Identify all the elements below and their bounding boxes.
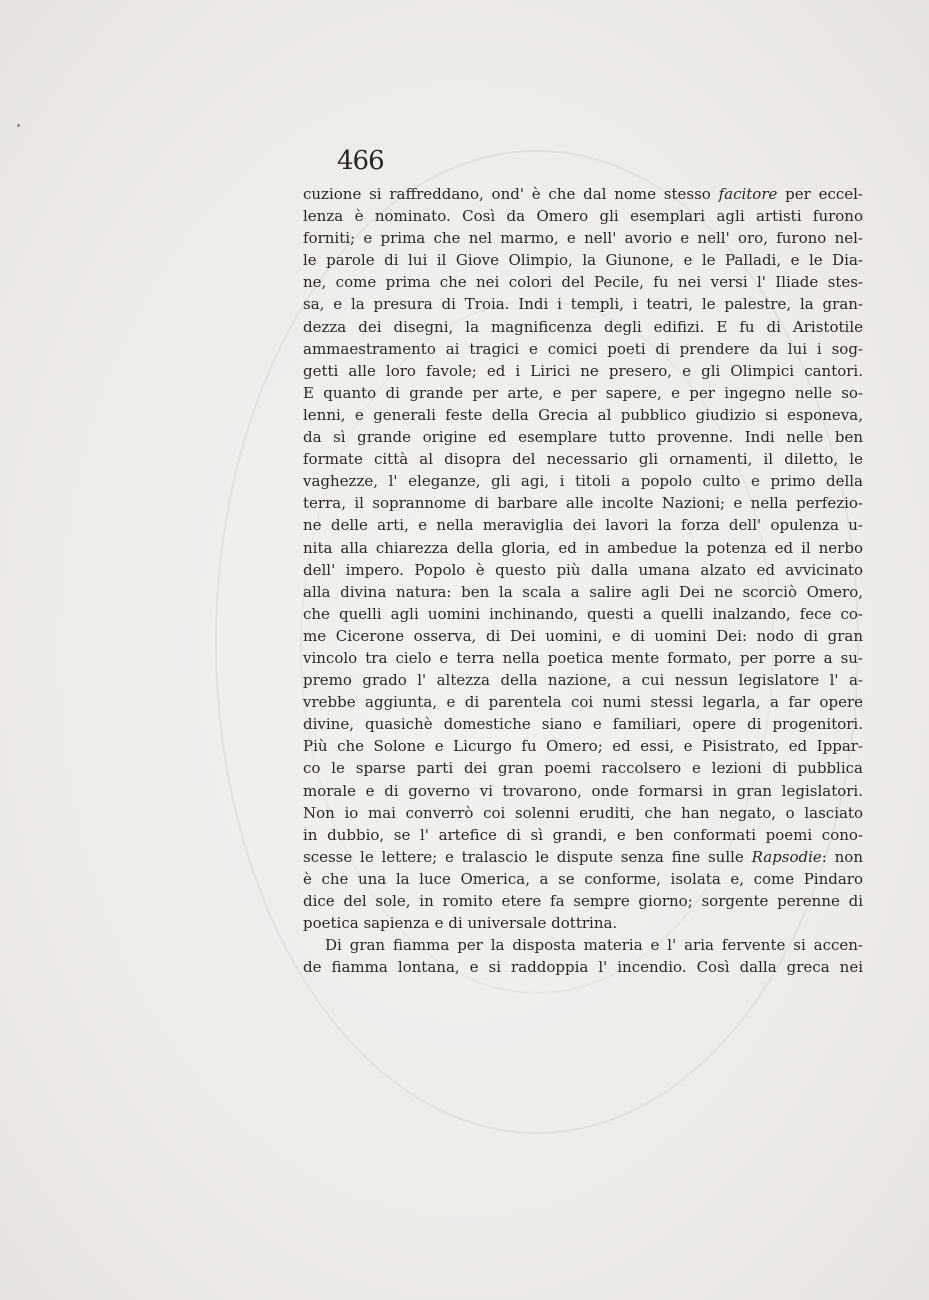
italic-word: Rapsodie bbox=[751, 847, 822, 866]
text-line: le parole di lui il Giove Olimpio, la Giunone, e le Palladi, e le Dia- bbox=[303, 251, 863, 270]
text-line: in dubbio, se l' artefice di sì grandi, e ben conformati poemi cono- bbox=[303, 825, 863, 844]
text-line: cuzione si raffreddano, ond' è che dal nome stesso facitore per eccel- bbox=[303, 185, 863, 203]
text-line: terra, il soprannome di barbare alle incolte Nazioni; e nella perfezio- bbox=[303, 494, 863, 513]
text-line: Non io mai converrò coi solenni eruditi, che han negato, o lasciato bbox=[303, 803, 863, 822]
text-line: morale e di governo vi trovarono, onde formarsi in gran legislatori. bbox=[303, 781, 863, 800]
text-line: che quelli agli uomini inchinando, questi a quelli inalzando, fece co- bbox=[303, 604, 863, 623]
text-line: nita alla chiarezza della gloria, ed in ambedue la potenza ed il nerbo bbox=[303, 538, 863, 557]
italic-word: facitore bbox=[718, 185, 778, 203]
text-line: vrebbe aggiunta, e di parentela coi numi stessi legarla, a far opere bbox=[303, 693, 863, 712]
text-line: co le sparse parti dei gran poemi raccolsero e lezioni di pubblica bbox=[303, 759, 863, 778]
text-line: lenni, e generali feste della Grecia al pubblico giudizio si esponeva, bbox=[303, 405, 863, 424]
text-line: formate città al disopra del necessario gli ornamenti, il diletto, le bbox=[303, 450, 863, 469]
text-line: alla divina natura: ben la scala a salire agli Dei ne scorciò Omero, bbox=[303, 582, 863, 601]
text-line: divine, quasichè domestiche siano e familiari, opere di progenitori. bbox=[303, 715, 863, 734]
text-line: ammaestramento ai tragici e comici poeti di prendere da lui i sog- bbox=[303, 339, 863, 358]
text-line: E quanto di grande per arte, e per sapere, e per ingegno nelle so- bbox=[303, 383, 863, 402]
text-line: ne delle arti, e nella meraviglia dei lavori la forza dell' opulenza u- bbox=[303, 516, 863, 535]
text-line: premo grado l' altezza della nazione, a cui nessun legislatore l' a- bbox=[303, 671, 863, 690]
text-line: Più che Solone e Licurgo fu Omero; ed essi, e Pisistrato, ed Ippar- bbox=[303, 737, 863, 756]
text-line: dezza dei disegni, la magnificenza degli edifizi. E fu di Aristotile bbox=[303, 317, 863, 336]
text-line: ne, come prima che nei colori del Pecile, fu nei versi l' Iliade stes- bbox=[303, 273, 863, 292]
text-line: getti alle loro favole; ed i Lirici ne presero, e gli Olimpici cantori. bbox=[303, 361, 863, 380]
text-line: de fiamma lontana, e si raddoppia l' incendio. Così dalla greca nei bbox=[303, 958, 863, 977]
paragraph-end-line: poetica sapienza e di universale dottrina. bbox=[303, 914, 618, 933]
text-line: vaghezze, l' eleganze, gli agi, i titoli a popolo culto e primo della bbox=[303, 472, 863, 491]
paragraph-start-line: Di gran fiamma per la disposta materia e l' aria fervente si accen- bbox=[325, 936, 863, 955]
text-line: forniti; e prima che nel marmo, e nell' avorio e nell' oro, furono nel- bbox=[303, 229, 863, 248]
body-text bbox=[303, 183, 863, 978]
page-number: 466 bbox=[337, 146, 384, 176]
text-line: lenza è nominato. Così da Omero gli esemplari agli artisti furono bbox=[303, 207, 863, 226]
text-line: è che una la luce Omerica, a se conforme, isolata e, come Pindaro bbox=[303, 869, 863, 888]
text-line: da sì grande origine ed esemplare tutto provenne. Indi nelle ben bbox=[303, 428, 863, 447]
text-line: dice del sole, in romito etere fa sempre giorno; sorgente perenne di bbox=[303, 892, 863, 910]
text-line: dell' impero. Popolo è questo più dalla umana alzato ed avvicinato bbox=[303, 560, 863, 579]
text-line: vincolo tra cielo e terra nella poetica mente formato, per porre a su- bbox=[303, 648, 863, 667]
text-line: sa, e la presura di Troia. Indi i templi, i teatri, le palestre, la gran- bbox=[303, 295, 863, 314]
text-line: me Cicerone osserva, di Dei uomini, e di uomini Dei: nodo di gran bbox=[303, 626, 863, 645]
text-line: scesse le lettere; e tralascio le dispute senza fine sulle Rapsodie: non bbox=[303, 847, 863, 866]
paper-speck bbox=[17, 124, 20, 127]
